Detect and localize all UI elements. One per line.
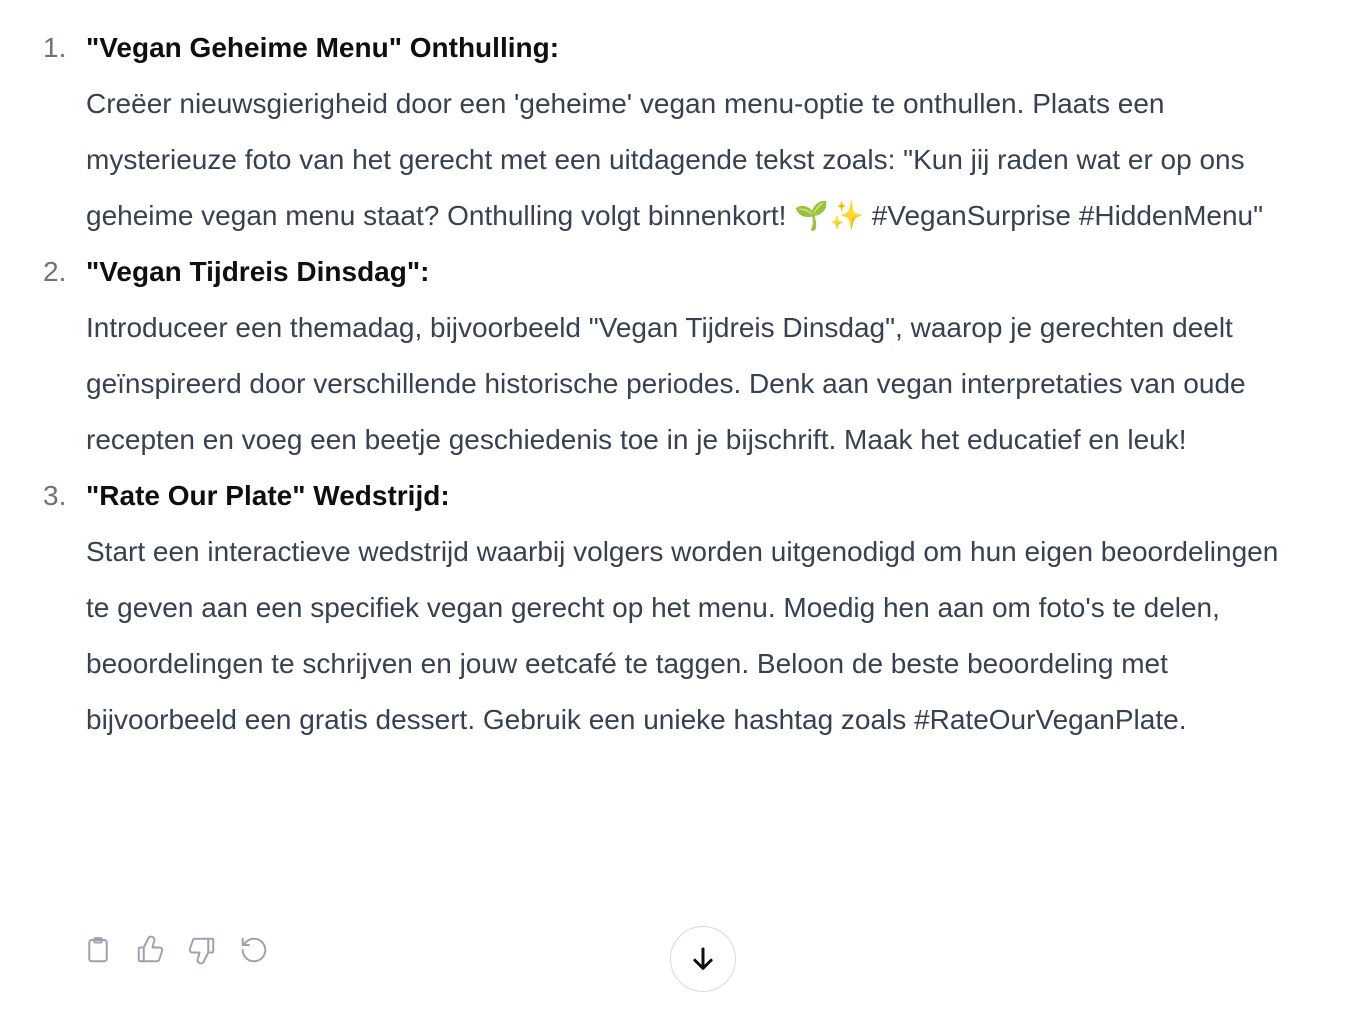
idea-title: "Vegan Geheime Menu" Onthulling: [86, 32, 560, 63]
arrow-down-icon [688, 944, 718, 974]
idea-description: Start een interactieve wedstrijd waarbij volgers worden uitgenodigd om hun eigen beoordelingen te geven aan een specifiek vegan gerecht op het menu. Moedig hen aan om foto's te delen, beoordelingen te schrijven en jouw eetcafé te taggen. Beloon de beste beoordeling met bijvoorbeeld een gratis dessert. Gebruik een unieke hashtag zoals #RateOurVeganPlate. [86, 536, 1279, 735]
idea-title: "Rate Our Plate" Wedstrijd: [86, 480, 450, 511]
idea-description: Introduceer een themadag, bijvoorbeeld "Vegan Tijdreis Dinsdag", waarop je gerechten deelt geïnspireerd door verschillende historische periodes. Denk aan vegan interpretaties van oude recepten en voeg een beetje geschiedenis toe in je bijschrift. Maak het educatief en leuk! [86, 312, 1246, 455]
regenerate-button[interactable] [232, 928, 276, 972]
thumbs-down-button[interactable] [180, 928, 224, 972]
idea-list [0, 20, 1362, 748]
list-item [0, 468, 1362, 748]
assistant-message [0, 20, 1362, 748]
thumbs-up-icon [135, 935, 165, 965]
list-item [0, 20, 1362, 244]
list-item [0, 244, 1362, 468]
clipboard-icon [83, 935, 113, 965]
copy-button[interactable] [76, 928, 120, 972]
list-number: 1. [43, 32, 67, 63]
regenerate-icon [239, 935, 269, 965]
scroll-to-bottom-button[interactable] [670, 926, 736, 992]
list-number: 3. [43, 480, 67, 511]
thumbs-down-icon [187, 935, 217, 965]
thumbs-up-button[interactable] [128, 928, 172, 972]
message-actions [76, 928, 276, 972]
idea-title: "Vegan Tijdreis Dinsdag": [86, 256, 430, 287]
list-number: 2. [43, 256, 67, 287]
idea-description: Creëer nieuwsgierigheid door een 'geheime' vegan menu-optie te onthullen. Plaats een mysterieuze foto van het gerecht met een uitdagende tekst zoals: "Kun jij raden wat er op ons geheime vegan menu staat? Onthulling volgt binnenkort! 🌱✨ #VeganSurprise #HiddenMenu" [86, 88, 1264, 231]
